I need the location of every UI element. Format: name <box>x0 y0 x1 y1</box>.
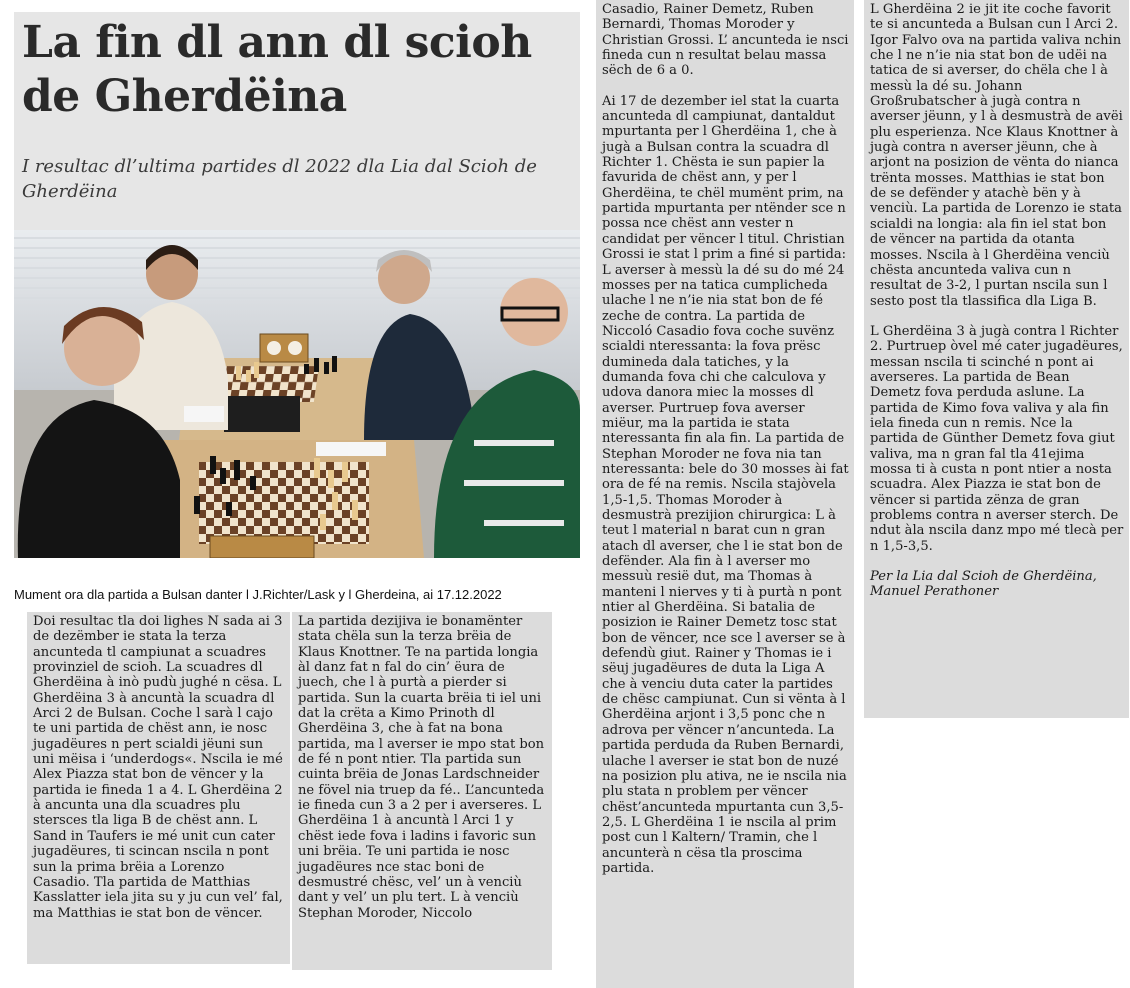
column-4-paragraph-2: L Gherdëina 3 à jugà contra l Richter 2. Purtruep òvel mé cater jugadëures, messan nscila ti scinché n pont ai averseres. La partida de Bean Demetz fova perduda aslune. La partida de Kimo fova valiva y ala fin iela fineda cun n remis. Nce la partida de Günther Demetz fova giut valiva, ma n gran fal tla 41ejima mossa ti à custa n pont ntier a nosta scuadra. Alex Piazza ie stat bon de vëncer si partida zënza de gran problems contra n averser sterch. De ndut àla nscila danz mpo mé tlecà per n 1,5-3,5. <box>870 323 1124 554</box>
article-header <box>14 12 580 230</box>
chess-photo-illustration <box>14 230 580 558</box>
column-3-paragraph-1: Casadio, Rainer Demetz, Ruben Bernardi, Thomas Moroder y Christian Grossi. L’ ancunteda ie nsci fineda cun n resultat belau massa sëch de 6 a 0. <box>602 2 849 79</box>
signature-org: Per la Lia dal Scioh de Gherdëina, <box>870 569 1097 585</box>
column-2-paragraph: La partida dezijiva ie bonamënter stata chëla sun la terza brëia de Klaus Knottner. Te na partida longia àl danz fat n fal do cin’ ëura de juech, che l à purtà a pierder si partida. Sun la cuarta brëia ti iel uni dat la crëta a Kimo Prinoth dl Gherdëina 3, che à fat na bona partida, ma l averser ie mpo stat bon de fé n pont ntier. Tla partida sun cuinta brëia de Jonas Lardschneider ne fövel nia truep da fé.. L’ancunteda ie fineda cun 3 a 2 per i averseres. L Gherdëina 1 à ancuntà l Arci 1 y chëst iede fova i ladins i favoric sun uni brëia. Te uni partida ie nosc jugadëures nce stac boni de desmustré chësc, vel’ un à venciù dant y vel’ un plu tert. L à venciù Stephan Moroder, Niccolo <box>298 614 545 921</box>
article-column-1 <box>27 612 290 964</box>
chess-match-photo <box>14 230 580 558</box>
article-column-2 <box>292 612 552 970</box>
signature-author: Manuel Perathoner <box>870 584 999 600</box>
article-title: La fin dl ann dl scioh de Gherdëina <box>22 17 532 122</box>
column-4-paragraph-1: L Gherdëina 2 ie jit ite coche favorit te si ancunteda a Bulsan cun l Arci 2. Igor Falvo ova na partida valiva nchin che l ne n’ie nia stat bon de udëi na tatica de si averser, do chëla che l à messù la dé su. Johann Großrubatscher à jugà contra n averser jëunn, y l à desmustrà de avëi plu esperienza. Nce Klaus Knottner à jugà contra n averser jëunn, che à arjont na posizion de vënta do nianca trënta mosses. Matthias ie stat bon de se defënder y atachè bën y à venciù. La partida de Lorenzo ie stata scialdi na longia: ala fin iel stat bon de vëncer na partida da otanta mosses. Nscila à l Gherdëina venciù chësta ancunteda valiva cun n resultat de 3-2, l purtan nscila sun l sesto post tla tlassifica dla Liga B. <box>870 2 1123 309</box>
article-column-3 <box>596 0 854 988</box>
article-subtitle: I resultac dl’ultima partides dl 2022 dla Lia dal Scioh de Gherdëina <box>22 156 537 202</box>
column-1-paragraph: Doi resultac tla doi lighes N sada ai 3 de dezëmber ie stata la terza ancunteda tl campiunat a scuadres provinziel de scioh. La scuadres dl Gherdëina à inò pudù jughé n cësa. L Gherdëina 3 à ancuntà la scuadra dl Arci 2 de Bulsan. Coche l sarà l cajo te uni partida de chëst ann, ie nosc jugadëures n pert scialdi jëuni sun uni mëisa i ‘underdogs«. Nscila ie mé Alex Piazza stat bon de vëncer y la partida ie fineda 1 a 4. L Gherdëina 2 à ancunta una dla scuadres plu stersces tla liga B de chëst ann. L Sand in Taufers ie mé unit cun cater jugadëures, ti scincan nscila n pont sun la prima brëia a Lorenzo Casadio. Tla partida de Matthias Kasslatter iela jita su y ju cun vel’ fal, ma Matthias ie stat bon de vëncer. <box>33 614 283 921</box>
article-column-4 <box>864 0 1129 718</box>
photo-caption: Mument ora dla partida a Bulsan danter l J.Richter/Lask y l Gherdeina, ai 17.12.2022 <box>14 587 502 602</box>
column-3-paragraph-2: Ai 17 de dezember iel stat la cuarta ancunteda dl campiunat, dantaldut mpurtanta per l Gherdëina 1, che à jugà a Bulsan contra la scuadra dl Richter 1. Chësta ie sun papier la favurida de chëst ann, y per l Gherdëina, te chël mumënt prim, na partida mpurtanta per ntënder sce n possa nce chëst ann vester n candidat per vëncer l titul. Christian Grossi ie stat l prim a finé si partida: L averser à messù la dé su do mé 24 mosses per na tatica cumplicheda ulache l ne n’ie nia stat bon de fé zeche de contra. La partida de Niccoló Casadio fova coche suvënz scialdi nteressanta: la fova prësc dumineda dala tatiches, y la dumanda fova chi che calculova y udova danora miec la mosses dl averser. Purtruep fova averser miëur, ma la partida ie stata nteressanta fin ala fin. La partida de Stephan Moroder ne fova nia tan nteressanta: bele do 30 mosses ài fat ora de fé na remis. Nscila stajòvela 1,5-1,5. Thomas Moroder à desmustrà prezijion chirurgica: L à teut l material n barat cun n gran atach dl averser, che l ie stat bon de defënder. Ala fin à l averser mo messuù resië dut, ma Thomas à manteni l nierves y ti à purtà n pont ntier al Gherdëina. Si batalia de posizion ie Rainer Demetz tosc stat bon de vëncer, nce sce l averser se à defendù giut. Rainer y Thomas ie i sëuj jugadëures de duta la Liga A che à venciu duta cater la partides de chësc campiunat. Cun si vënta à l Gherdëina arjont i 3,5 ponc che n adrova per vëncer n’ancunteda. La partida perduda da Ruben Bernardi, ulache l averser ie stat bon de nuzé na posizion plu ativa, ne ie nscila nia plu stata n problem per vëncer chëst’ancunteda mpurtanta cun 3,5-2,5. L Gherdëina 1 ie nscila al prim post cun l Kaltern/ Tramin, che l ancunterà n cësa tla proscima partida. <box>602 93 849 876</box>
